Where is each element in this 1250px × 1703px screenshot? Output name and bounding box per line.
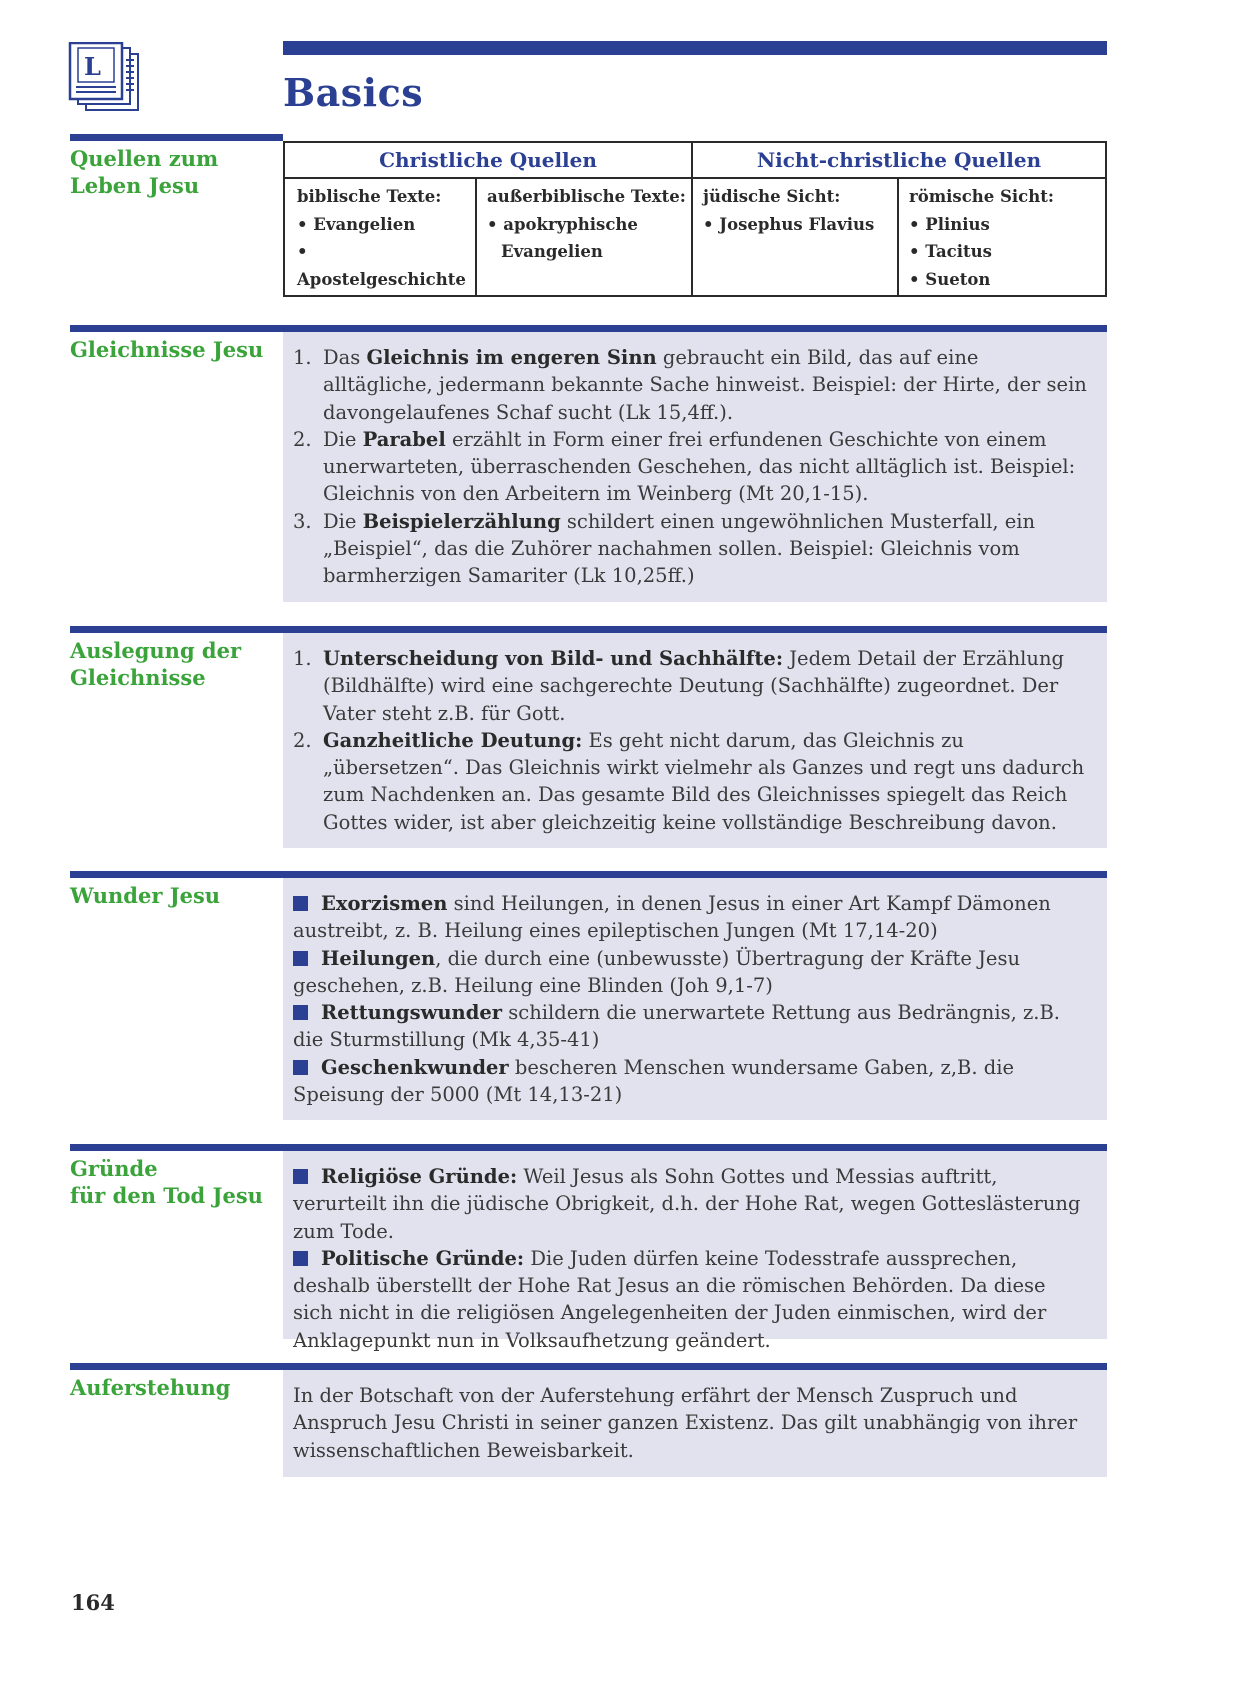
section-label-gruende: Gründe für den Tod Jesu [70,1156,263,1208]
table-divider [475,177,477,295]
table-divider [285,177,1105,179]
table-cell [487,183,687,266]
section-rule [70,134,283,141]
list-item: 3. Die Beispielerzählung schildert einen ungewöhnlichen Musterfall, ein „Beispiel“, das die Zuhörer nachahmen sollen. Beispiel: Gleichnis vom barmherzigen Samariter (Lk 10,25ff.) [293,509,1036,588]
list-item: • Sueton [909,269,991,289]
col-header-nichtchristlich: Nicht-christliche Quellen [756,148,1042,172]
square-bullet-icon [293,1169,308,1184]
list-item: Heilungen, die durch eine (unbewusste) Übertragung der Kräfte Jesu geschehen, z.B. Heilung eine Blinden (Joh 9,1-7) [293,946,1021,997]
list-item: Religiöse Gründe: Weil Jesus als Sohn Gottes und Messias auftritt, verurteilt ihn die jüdische Obrigkeit, d.h. der Hohe Rat, wegen Gotteslästerung zum Tode. [293,1165,1081,1243]
section-panel-gruende [283,1151,1107,1352]
list-item: • Evangelien [297,214,416,234]
list-item: • Tacitus [909,242,992,261]
cell-heading: biblische Texte: [297,187,442,206]
section-rule [70,1363,283,1370]
section-panel-auferstehung [283,1370,1107,1477]
section-rule [283,1363,1107,1370]
section-rule [70,626,283,633]
list-item: • Josephus Flavius [703,214,875,234]
list-item: 1. Das Gleichnis im engeren Sinn gebraucht ein Bild, das auf eine alltägliche, jedermann bekannte Sache hinweist. Beispiel: der Hirte, der sein davongelaufenes Schaf sucht (Lk 15,4ff.). [293,346,1087,424]
icon-letter: L [84,52,101,81]
table-cell [297,183,473,293]
section-panel-wunder [283,878,1107,1120]
list-item: 2. Die Parabel erzählt in Form einer frei erfundenen Geschichte von einem unerwarteten, überraschenden Geschehen, das nicht alltäglich ist. Beispiel: Gleichnis von den Arbeitern im Weinberg (Mt 20,1-15). [293,427,1076,506]
list-item: Rettungswunder schildern die unerwartete Rettung aus Bedrängnis, z.B. die Sturmstillung (Mk 4,35-41) [293,1001,1060,1052]
section-panel-gleichnisse [283,332,1107,602]
section-label-auferstehung: Auferstehung [70,1375,231,1400]
square-bullet-icon [293,951,308,966]
list-item: • apokryphische [487,214,638,234]
page-title: Basics [283,70,424,115]
section-rule [70,1144,283,1151]
list-item: Geschenkwunder bescheren Menschen wundersame Gaben, z,B. die Speisung der 5000 (Mt 14,13-21) [293,1055,1015,1107]
square-bullet-icon [293,896,308,911]
table-cell [703,183,893,238]
sources-table [283,141,1107,297]
section-rule [70,325,283,332]
list-item: Exorzismen sind Heilungen, in denen Jesus in einer Art Kampf Dämonen austreibt, z. B. Heilung eines epileptischen Jungen (Mt 17,14-20) [293,892,1051,943]
title-bar [283,41,1107,55]
square-bullet-icon [293,1060,308,1075]
list-item: Politische Gründe: Die Juden dürfen keine Todesstrafe aussprechen, deshalb überstellt der Hohe Rat Jesus an die römischen Behörden. Da diese sich nicht in die religiösen Angelegenheiten der Juden einmischen, wird der Anklagepunkt nun in Volksaufhetzung geändert. [293,1246,1047,1352]
list-item: • Plinius [909,214,990,234]
list-item: 2. Ganzheitliche Deutung: Es geht nicht darum, das Gleichnis zu „übersetzen“. Das Gleichnis wirkt vielmehr als Ganzes und regt uns dadurch zum Nachdenken an. Das gesamte Bild des Gleichnisses spiegelt das Reich Gottes wider, ist aber gleichzeitig keine vollständige Beschreibung davon. [293,728,1085,834]
section-label-wunder: Wunder Jesu [70,883,221,908]
document-icon [68,42,144,114]
table-cell [909,183,1099,293]
table-divider [691,143,693,295]
section-panel-auslegung [283,633,1107,848]
cell-heading: außerbiblische Texte: [487,187,686,206]
page-number: 164 [71,1590,115,1615]
list-item: 1. Unterscheidung von Bild- und Sachhälfte: Jedem Detail der Erzählung (Bildhälfte) wird eine sachgerechte Deutung (Sachhälfte) zugeordnet. Der Vater steht z.B. für Gott. [293,647,1064,725]
section-label-gleichnisse: Gleichnisse Jesu [70,337,264,362]
cell-heading: römische Sicht: [909,187,1054,206]
section-rule [70,871,283,878]
paragraph: In der Botschaft von der Auferstehung erfährt der Mensch Zuspruch und Anspruch Jesu Christi in seiner ganzen Existenz. Das gilt unabhängig von ihrer wissenschaftlichen Beweisbarkeit. [293,1384,1078,1462]
square-bullet-icon [293,1251,308,1266]
section-label-quellen: Quellen zum Leben Jesu [70,146,219,198]
cell-heading: jüdische Sicht: [703,187,841,206]
section-label-auslegung: Auslegung der Gleichnisse [70,638,242,690]
section-rule [283,1144,1107,1151]
table-divider [897,177,899,295]
section-rule [283,325,1107,332]
square-bullet-icon [293,1005,308,1020]
list-item: Evangelien [501,242,603,261]
col-header-christlich: Christliche Quellen [379,148,597,172]
section-rule [283,871,1107,878]
section-rule [283,626,1107,633]
list-item: • Apostelgeschichte [297,242,466,289]
